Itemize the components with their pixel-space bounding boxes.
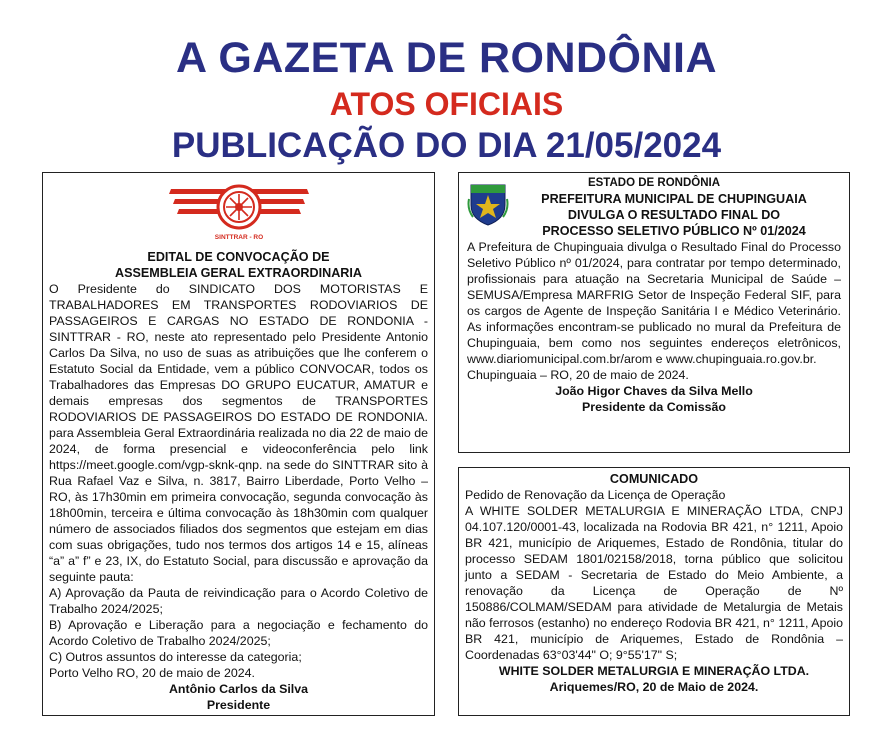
svg-text:SINTTRAR - RO: SINTTRAR - RO (214, 234, 264, 241)
edital-title-line-2: ASSEMBLEIA GERAL EXTRAORDINARIA (115, 266, 362, 280)
agenda-item-b: B) Aprovação e Liberação para a negociação e fechamento do Acordo Coletivo de Trabalho 2024/2025; (49, 618, 428, 648)
chupinguaia-title-line-1: DIVULGA O RESULTADO FINAL DO (567, 208, 781, 222)
prefeitura-heading: PREFEITURA MUNICIPAL DE CHUPINGUAIA (541, 192, 807, 206)
comunicado-body: A WHITE SOLDER METALURGIA E MINERAÇÃO LTDA, CNPJ 04.107.120/0001-43, localizada na Rodovia BR 421, n° 1211, Apoio BR 421, município de Ariquemes, Estado de Rondônia, titular do processo SEDAM 1801/02158/2018, torna público que solicitou junto a SEDAM - Secretaria de Estado do Meio Ambiente, a renovação da Licença de Operação de Nº 150886/COLMAM/SEDAM para atividade de Metalurgia de Metais não ferrosos (estanho) no endereço Rodovia BR 421, n° 1211, Apoio BR 421, município de Ariquemes, Estado de Rondônia – Coordenadas 63°03'44" O; 9°55'17" S; (465, 504, 843, 662)
edital-body: O Presidente do SINDICATO DOS MOTORISTAS E TRABALHADORES EM TRANSPORTES RODOVIARIOS DE PASSAGEIROS E CARGAS NO ESTADO DE RONDONIA - SINTTRAR - RO, neste ato representado pelo Presidente Antonio Carlos Da Silva, no uso de suas as atribuições que lhe conferem o Estatuto Social da Entidade, vem a público CONVOCAR, todos os Trabalhadores das Empresas DO GRUPO EUCATUR, AMATUR e demais empresas dos segmentos de TRANSPORTES RODOVIARIOS DE PASSAGEIROS DO ESTADO DE RONDONIA. para Assembleia Geral Extraordinária realizada no dia 22 de maio de 2024, de forma presencial e videoconferência pelo link https://meet.google.com/vgp-sknk-qnp. na sede do SINTTRAR sito à Rua Rafael Vaz e Silva, n. 3817, Bairro Liberdade, Porto Velho – RO, às 17h30min em primeira convocação, segunda convocação às 18h00min, terceira e última convocação às 18h30min com qualquer número de associados filiados dos segmentos que estejam em dias com suas obrigações, tudo nos termos dos artigos 14 e 15, alíneas “a” a” f” e 23, IX, do Estatuto Social, para discussão e aprovação da seguinte pauta: (49, 282, 428, 584)
edital-signer: Antônio Carlos da Silva (168, 682, 309, 696)
edital-place-date: Porto Velho RO, 20 de maio de 2024. (49, 666, 255, 680)
publication-date-title: PUBLICAÇÃO DO DIA 21/05/2024 (171, 126, 722, 165)
state-heading: ESTADO DE RONDÔNIA (587, 177, 721, 189)
chupinguaia-signer: João Higor Chaves da Silva Mello (555, 384, 753, 398)
comunicado-place-date: Ariquemes/RO, 20 de Maio de 2024. (549, 680, 759, 694)
sinttrar-logo-icon (167, 177, 311, 247)
agenda-item-a: A) Aprovação da Pauta de reivindicação para o Acordo Coletivo de Trabalho 2024/2025; (49, 586, 428, 616)
section-title: ATOS OFICIAIS (329, 86, 564, 122)
comunicado-title: COMUNICADO (609, 472, 699, 486)
agenda-item-c: C) Outros assuntos do interesse da categoria; (49, 650, 302, 664)
edital-title-line-1: EDITAL DE CONVOCAÇÃO DE (147, 250, 330, 264)
edital-signer-role: Presidente (206, 698, 271, 712)
newspaper-title: A GAZETA DE RONDÔNIA (175, 34, 718, 82)
chupinguaia-body: A Prefeitura de Chupinguaia divulga o Resultado Final do Processo Seletivo Público nº 01/2024, para contratar por tempo determinado, profissionais para atuação na Secretaria Municipal de Saúde – SEMUSA/Empresa MARFRIG Setor de Inspeção Federal SIF, para os cargos de Agente de Inspeção Sanitária I e Médico Veterinário. As informações encontram-se publicado no mural da Prefeitura de Chupinguaia, bem como nos seguintes endereços eletrônicos, www.diariomunicipal.com.br/arom e www.chupinguaia.ro.gov.br. (467, 240, 841, 366)
chupinguaia-title-line-2: PROCESSO SELETIVO PÚBLICO Nº 01/2024 (542, 224, 806, 238)
comunicado-company: WHITE SOLDER METALURGIA E MINERAÇÃO LTDA. (498, 664, 810, 678)
edital-notice (42, 172, 435, 716)
chupinguaia-signer-role: Presidente da Comissão (582, 400, 726, 414)
chupinguaia-place-date: Chupinguaia – RO, 20 de maio de 2024. (467, 368, 689, 382)
chupinguaia-notice (458, 172, 850, 453)
comunicado-subtitle: Pedido de Renovação da Licença de Operação (465, 488, 726, 502)
comunicado-notice (458, 467, 850, 716)
